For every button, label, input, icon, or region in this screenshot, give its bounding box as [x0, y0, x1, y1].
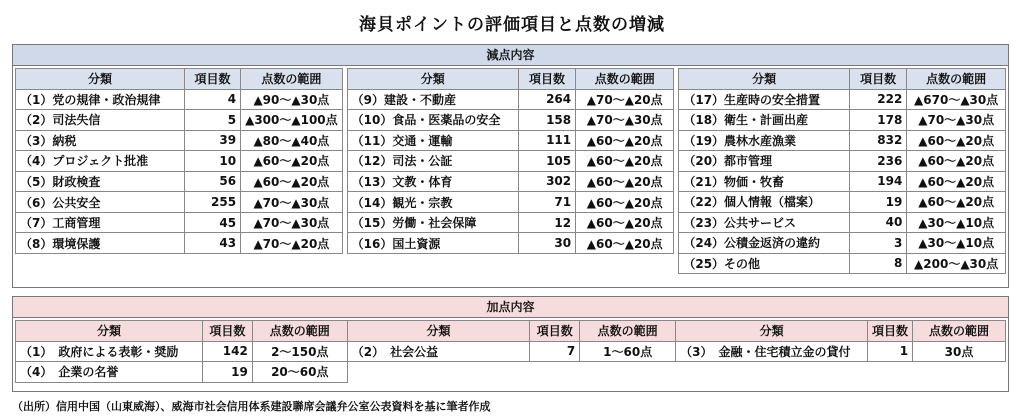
table-row	[16, 130, 343, 151]
table-row	[16, 192, 343, 213]
column-header-range: 点数の範囲	[907, 69, 1006, 90]
count-cell: 30	[518, 233, 575, 254]
range-cell: ▲60～▲20点	[241, 171, 343, 192]
count-cell: 158	[518, 110, 575, 131]
count-cell: 19	[202, 362, 252, 383]
category-cell: （16）国土資源	[347, 233, 518, 254]
category-cell: （9）建設・不動産	[347, 89, 518, 110]
addition-table	[15, 320, 1006, 383]
range-cell: ▲60～▲20点	[576, 151, 674, 172]
category-cell: （24）公積金返済の違約	[679, 233, 850, 254]
count-cell: 45	[184, 212, 240, 233]
column-header-category: 分類	[347, 321, 530, 342]
table-row	[679, 110, 1006, 131]
category-cell: （6）公共安全	[16, 192, 185, 213]
deduction-section	[12, 44, 1009, 288]
table-row	[679, 233, 1006, 254]
count-cell: 4	[184, 89, 240, 110]
count-cell: 10	[184, 151, 240, 172]
page-title: 海貝ポイントの評価項目と点数の増減	[359, 15, 665, 35]
category-cell: （15）労働・社会保障	[347, 212, 518, 233]
count-cell: 264	[518, 89, 575, 110]
count-cell: 40	[849, 212, 906, 233]
count-cell: 71	[518, 192, 575, 213]
count-cell: 236	[849, 151, 906, 172]
table-row	[347, 151, 674, 172]
table-row	[679, 89, 1006, 110]
column-header-count: 項目数	[184, 69, 240, 90]
count-cell: 3	[849, 233, 906, 254]
deduction-table-1	[15, 68, 343, 274]
range-cell: ▲60～▲20点	[241, 151, 343, 172]
addition-heading: 加点内容	[13, 297, 1008, 318]
category-cell: （10）食品・医薬品の安全	[347, 110, 518, 131]
table-row	[679, 192, 1006, 213]
range-cell: ▲60～▲20点	[576, 233, 674, 254]
column-header-count: 項目数	[202, 321, 252, 342]
range-cell: ▲60～▲20点	[907, 192, 1006, 213]
table-row	[679, 253, 1006, 274]
deduction-table-3	[678, 68, 1006, 274]
column-header-category: 分類	[679, 69, 850, 90]
range-cell: 20～60点	[252, 362, 347, 383]
column-header-range: 点数の範囲	[913, 321, 1006, 342]
count-cell: 8	[849, 253, 906, 274]
range-cell: ▲90～▲30点	[241, 89, 343, 110]
table-row	[16, 253, 343, 274]
addition-section	[12, 296, 1009, 392]
count-cell: 12	[518, 212, 575, 233]
range-cell: ▲60～▲20点	[907, 151, 1006, 172]
range-cell: 1～60点	[580, 341, 676, 362]
count-cell: 56	[184, 171, 240, 192]
count-cell: 5	[184, 110, 240, 131]
range-cell: ▲60～▲20点	[576, 171, 674, 192]
count-cell: 302	[518, 171, 575, 192]
count-cell: 832	[849, 130, 906, 151]
count-cell: 105	[518, 151, 575, 172]
table-row	[347, 192, 674, 213]
range-cell: ▲670～▲30点	[907, 89, 1006, 110]
category-cell: （18）衛生・計画出産	[679, 110, 850, 131]
table-row	[16, 151, 343, 172]
category-cell: （5）財政検査	[16, 171, 185, 192]
category-cell: （25）その他	[679, 253, 850, 274]
count-cell: 178	[849, 110, 906, 131]
category-cell: （21）物価・牧畜	[679, 171, 850, 192]
column-header-category: 分類	[676, 321, 868, 342]
category-cell: （2） 社会公益	[347, 341, 530, 362]
range-cell: ▲60～▲20点	[907, 171, 1006, 192]
count-cell: 19	[849, 192, 906, 213]
count-cell: 222	[849, 89, 906, 110]
count-cell: 43	[184, 233, 240, 254]
range-cell: ▲70～▲30点	[576, 110, 674, 131]
empty-cell	[184, 253, 240, 274]
range-cell: ▲70～▲20点	[576, 89, 674, 110]
count-cell: 111	[518, 130, 575, 151]
category-cell: （12）司法・公証	[347, 151, 518, 172]
category-cell: （1） 政府による表彰・奨励	[16, 341, 203, 362]
column-header-range: 点数の範囲	[580, 321, 676, 342]
column-header-category: 分類	[16, 321, 203, 342]
range-cell: ▲80～▲40点	[241, 130, 343, 151]
table-row	[16, 341, 1006, 362]
count-cell: 255	[184, 192, 240, 213]
table-row	[347, 212, 674, 233]
count-cell: 142	[202, 341, 252, 362]
category-cell: （11）交通・運輸	[347, 130, 518, 151]
table-row	[16, 362, 1006, 383]
category-cell: （4） 企業の名誉	[16, 362, 203, 383]
range-cell: ▲60～▲20点	[576, 212, 674, 233]
range-cell: 30点	[913, 341, 1006, 362]
category-cell: （22）個人情報（檔案）	[679, 192, 850, 213]
category-cell: （17）生産時の安全措置	[679, 89, 850, 110]
column-header-range: 点数の範囲	[576, 69, 674, 90]
table-row	[16, 110, 343, 131]
range-cell: ▲70～▲30点	[241, 212, 343, 233]
category-cell: （3） 金融・住宅積立金の貸付	[676, 341, 868, 362]
column-header-count: 項目数	[518, 69, 575, 90]
empty-cell	[347, 253, 518, 274]
table-row	[16, 233, 343, 254]
table-row	[347, 110, 674, 131]
table-row	[347, 130, 674, 151]
table-row	[16, 171, 343, 192]
column-header-count: 項目数	[530, 321, 580, 342]
category-cell: （13）文教・体育	[347, 171, 518, 192]
table-row	[347, 89, 674, 110]
category-cell: （3）納税	[16, 130, 185, 151]
empty-cell	[518, 253, 575, 274]
table-row	[679, 171, 1006, 192]
category-cell: （14）観光・宗教	[347, 192, 518, 213]
column-header-count: 項目数	[849, 69, 906, 90]
range-cell: ▲300～▲100点	[241, 110, 343, 131]
empty-cell	[241, 253, 343, 274]
column-header-category: 分類	[347, 69, 518, 90]
range-cell: ▲70～▲30点	[241, 192, 343, 213]
range-cell: 2～150点	[252, 341, 347, 362]
column-header-category: 分類	[16, 69, 185, 90]
column-header-count: 項目数	[868, 321, 913, 342]
category-cell: （8）環境保護	[16, 233, 185, 254]
column-header-range: 点数の範囲	[241, 69, 343, 90]
count-cell: 1	[868, 341, 913, 362]
table-row	[679, 151, 1006, 172]
deduction-heading: 減点内容	[13, 45, 1008, 66]
column-header-range: 点数の範囲	[252, 321, 347, 342]
category-cell: （1）党の規律・政治規律	[16, 89, 185, 110]
source-note: （出所）信用中国（山東威海）、威海市社会信用体系建設聯席会議弁公室公表資料を基に筆者作成	[12, 400, 491, 413]
count-cell: 194	[849, 171, 906, 192]
count-cell: 39	[184, 130, 240, 151]
range-cell: ▲70～▲20点	[241, 233, 343, 254]
deduction-table-2	[347, 68, 675, 274]
category-cell: （2）司法失信	[16, 110, 185, 131]
table-row	[347, 253, 674, 274]
category-cell: （7）工商管理	[16, 212, 185, 233]
count-cell: 7	[530, 341, 580, 362]
table-row	[679, 212, 1006, 233]
empty-cell	[576, 253, 674, 274]
range-cell: ▲60～▲20点	[576, 192, 674, 213]
table-row	[679, 130, 1006, 151]
range-cell: ▲200～▲30点	[907, 253, 1006, 274]
table-row	[16, 212, 343, 233]
range-cell: ▲60～▲20点	[907, 130, 1006, 151]
range-cell: ▲60～▲20点	[576, 130, 674, 151]
deduction-grid	[13, 66, 1008, 274]
range-cell: ▲70～▲30点	[907, 110, 1006, 131]
table-row	[347, 233, 674, 254]
range-cell: ▲30～▲10点	[907, 212, 1006, 233]
table-row	[347, 171, 674, 192]
empty-cell	[16, 253, 185, 274]
category-cell: （19）農林水産漁業	[679, 130, 850, 151]
category-cell: （4）プロジェクト批准	[16, 151, 185, 172]
category-cell: （23）公共サービス	[679, 212, 850, 233]
range-cell: ▲30～▲10点	[907, 233, 1006, 254]
category-cell: （20）都市管理	[679, 151, 850, 172]
table-row	[16, 89, 343, 110]
